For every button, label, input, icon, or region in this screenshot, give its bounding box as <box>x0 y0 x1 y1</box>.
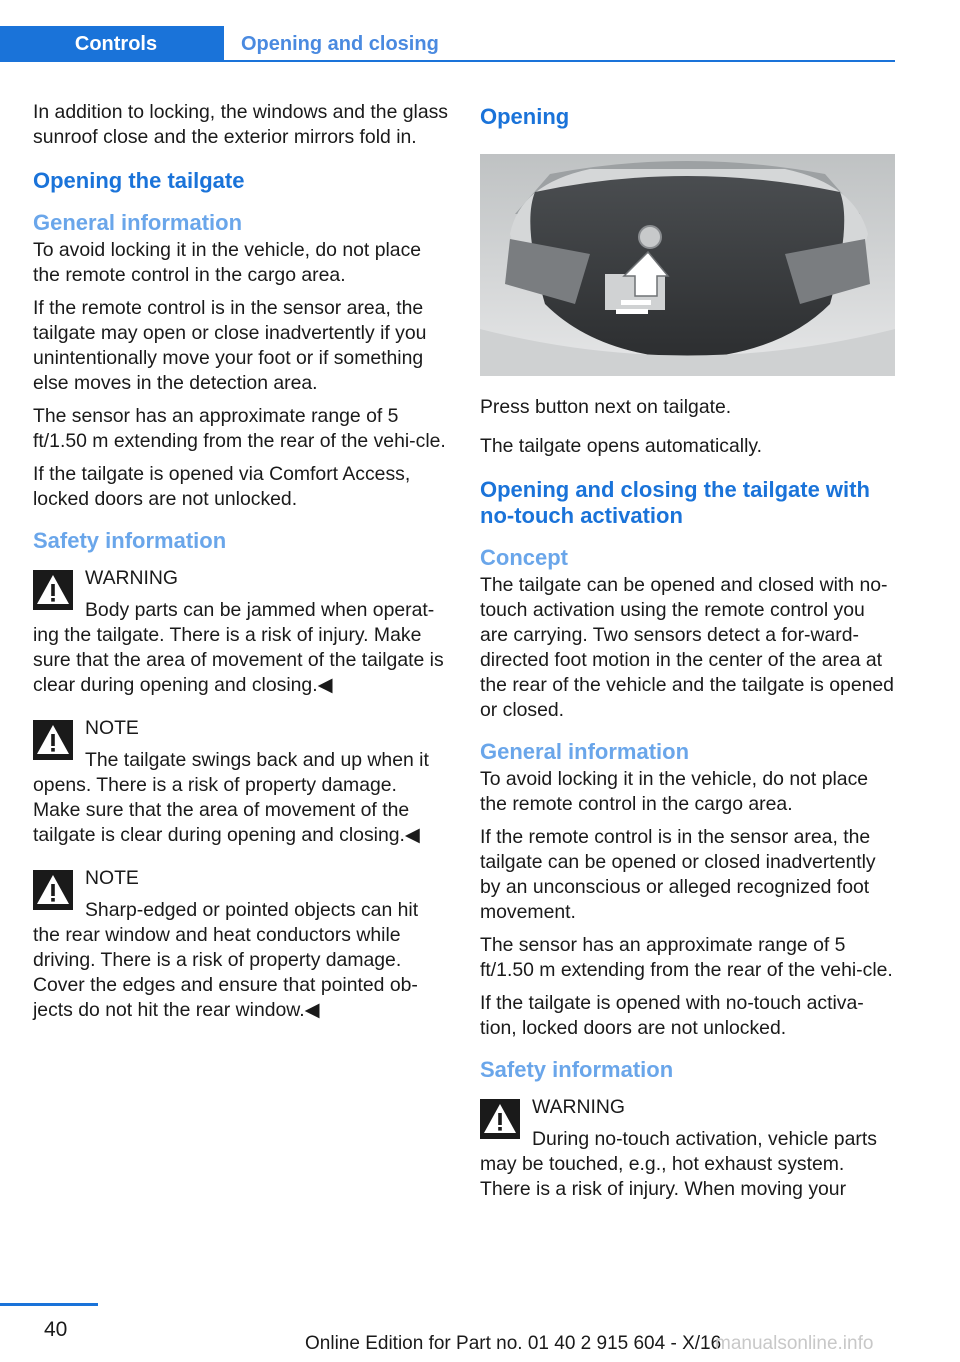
watermark: manualsonline.info <box>715 1333 874 1354</box>
warning-block <box>480 1095 895 1202</box>
paragraph: Press button next on tailgate. <box>480 396 732 418</box>
warning-block <box>33 566 448 698</box>
note-block <box>33 716 448 848</box>
paragraph: If the tailgate is opened via Comfort Access, locked doors are not unlocked. <box>33 463 411 510</box>
paragraph: The sensor has an approximate range of 5 ft/1.50 m extending from the rear of the vehi‐cle. <box>33 405 446 452</box>
warning-text: Body parts can be jammed when operat‐ing the tailgate. There is a risk of injury. Make sure that the area of movement of the tailgate is clear during opening and closing.◀ <box>33 599 444 696</box>
paragraph: If the remote control is in the sensor area, the tailgate can be opened or closed inadvertently by an unconscious or alleged recognized foot movement. <box>480 826 876 923</box>
heading-general-information: General information <box>480 739 690 764</box>
edition-text: Online Edition for Part no. 01 40 2 915 604 - X/16 <box>305 1333 722 1354</box>
paragraph: To avoid locking it in the vehicle, do not place the remote control in the cargo area. <box>480 768 869 815</box>
warning-triangle-icon <box>33 870 73 910</box>
paragraph: If the tailgate is opened with no-touch activa‐tion, locked doors are not unlocked. <box>480 992 864 1039</box>
heading-opening-tailgate: Opening the tailgate <box>33 168 245 193</box>
tailgate-illustration <box>480 154 895 376</box>
right-column <box>480 100 895 1220</box>
warning-triangle-icon <box>33 720 73 760</box>
note-text: The tailgate swings back and up when it opens. There is a risk of property damage. Make sure that the area of movement of the tailgate is clear during opening and closing.◀ <box>33 749 429 846</box>
warning-triangle-icon <box>33 570 73 610</box>
page-number: 40 <box>44 1318 68 1341</box>
page-header <box>0 26 895 62</box>
paragraph: If the remote control is in the sensor area, the tailgate may open or close inadvertently if you unintentionally move your foot or if something else moves in the detection area. <box>33 297 427 394</box>
heading-safety-information: Safety information <box>33 528 227 553</box>
warning-title: WARNING <box>85 567 178 589</box>
heading-general-information: General information <box>33 210 243 235</box>
warning-title: WARNING <box>532 1096 625 1118</box>
section-title[interactable]: Opening and closing <box>241 33 439 55</box>
warning-triangle-icon <box>480 1099 520 1139</box>
heading-safety-information: Safety information <box>480 1057 674 1082</box>
paragraph: The sensor has an approximate range of 5 ft/1.50 m extending from the rear of the vehi‐cle. <box>480 934 893 981</box>
chapter-tab[interactable]: Controls <box>0 26 224 62</box>
heading-opening: Opening <box>480 104 570 129</box>
note-block <box>33 866 448 1023</box>
footer-rule <box>0 1303 98 1306</box>
heading-concept: Concept <box>480 545 568 570</box>
note-text: Sharp-edged or pointed objects can hit the rear window and heat conductors while driving. There is a risk of property damage. Cover the edges and ensure that pointed ob‐jects do not hit the rear window.◀ <box>33 899 419 1021</box>
header-rule <box>224 60 895 62</box>
paragraph: To avoid locking it in the vehicle, do not place the remote control in the cargo area. <box>33 239 422 286</box>
note-title: NOTE <box>85 717 139 739</box>
paragraph: The tailgate opens automatically. <box>480 435 763 457</box>
paragraph: The tailgate can be opened and closed with no-touch activation using the remote control you are carrying. Two sensors detect a for‐ward-directed foot motion in the center of the area at the rear of the vehicle and the tailgate is opened or closed. <box>480 574 894 721</box>
intro-paragraph: In addition to locking, the windows and the glass sunroof close and the exterior mirrors fold in. <box>33 101 449 148</box>
heading-no-touch: Opening and closing the tailgate with no-touch activation <box>480 477 870 528</box>
left-column <box>33 100 448 1041</box>
note-title: NOTE <box>85 867 139 889</box>
warning-text: During no-touch activation, vehicle parts may be touched, e.g., hot exhaust system. There is a risk of injury. When moving your <box>480 1128 877 1200</box>
